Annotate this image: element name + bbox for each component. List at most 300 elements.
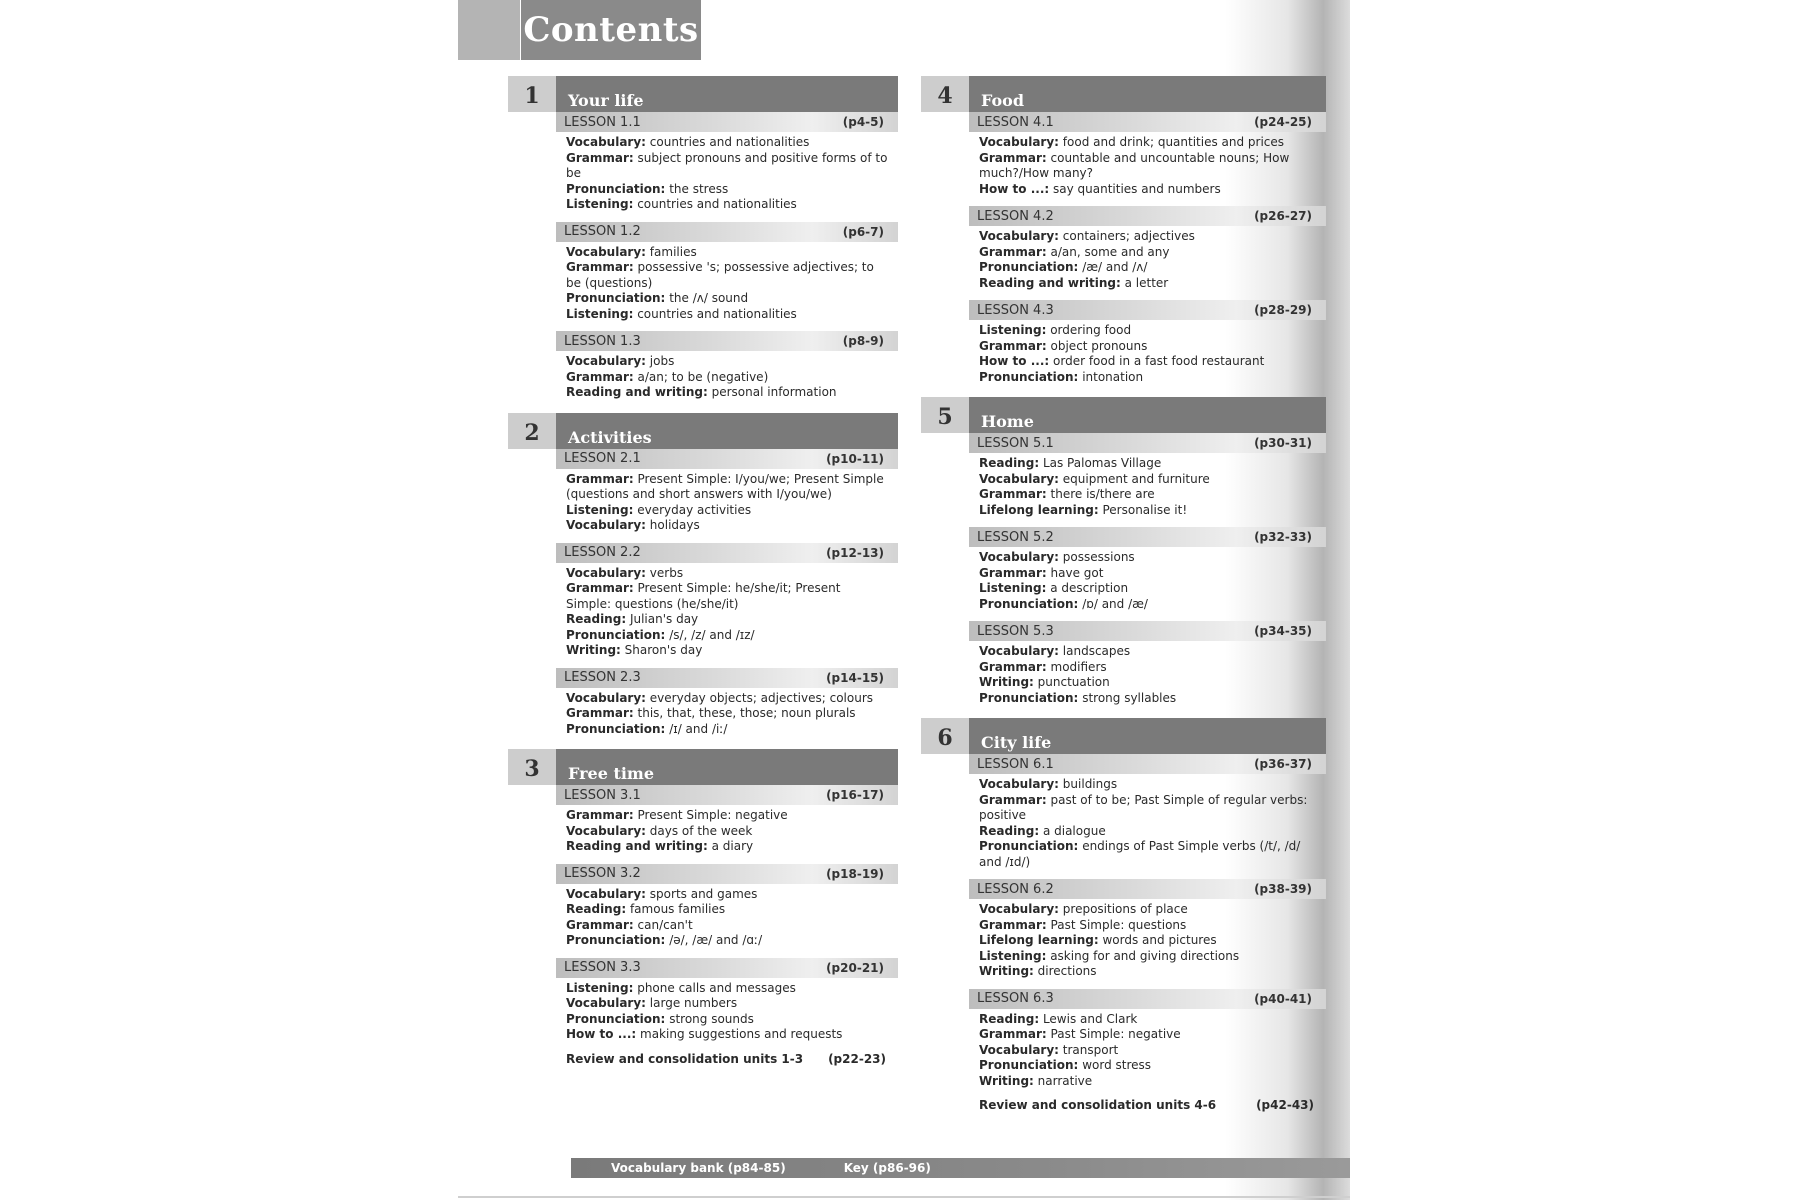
- unit-6: [921, 718, 1326, 1112]
- lesson-header[interactable]: [556, 112, 898, 132]
- lesson-header[interactable]: [969, 754, 1326, 774]
- lesson-item: [979, 487, 1316, 503]
- lesson-item: [566, 918, 888, 934]
- item-text: directions: [1037, 964, 1097, 978]
- review-pages: (p22-23): [828, 1051, 886, 1066]
- item-label: Grammar:: [979, 150, 1047, 165]
- unit-title: Home: [969, 397, 1326, 433]
- lesson-label: LESSON 4.2: [977, 208, 1054, 224]
- lesson-label: LESSON 4.1: [977, 114, 1054, 130]
- item-text: holidays: [649, 518, 700, 532]
- item-text: days of the week: [649, 823, 753, 838]
- lesson-item: [566, 933, 888, 949]
- item-text: Past Simple: questions: [1050, 917, 1187, 932]
- item-text: order food in a fast food restaurant: [1053, 354, 1265, 368]
- lesson-item: [566, 370, 888, 386]
- lesson-item: [566, 197, 888, 213]
- lesson-item: [979, 566, 1316, 582]
- lesson-item: [566, 706, 888, 722]
- lesson-item: [979, 354, 1316, 370]
- lesson-body: [556, 884, 898, 949]
- lesson-item: [566, 981, 888, 997]
- item-text: ordering food: [1050, 323, 1132, 337]
- lesson-label: LESSON 6.1: [977, 756, 1054, 772]
- item-text: intonation: [1082, 369, 1144, 384]
- item-text: subject pronouns and positive forms of to be: [566, 150, 888, 180]
- lesson-body: [969, 453, 1326, 518]
- item-text: personal information: [711, 385, 837, 399]
- item-label: Writing:: [979, 1073, 1034, 1088]
- item-label: Grammar:: [979, 792, 1047, 807]
- unit-title: City life: [969, 718, 1326, 754]
- key-link[interactable]: Key (p86-96): [843, 1161, 931, 1175]
- lesson-item: [566, 472, 888, 503]
- item-label: Grammar:: [979, 1027, 1047, 1041]
- item-text: countries and nationalities: [649, 135, 810, 149]
- lesson-item: [566, 722, 888, 738]
- item-label: Pronunciation:: [979, 369, 1079, 384]
- lesson-pages: (p8-9): [842, 334, 884, 348]
- lesson-entry: [969, 989, 1326, 1090]
- lesson-pages: (p20-21): [826, 960, 884, 975]
- item-label: Vocabulary:: [979, 1042, 1059, 1057]
- lesson-body: [969, 899, 1326, 980]
- vocabulary-bank-link[interactable]: Vocabulary bank (p84-85): [611, 1161, 786, 1175]
- lesson-item: [566, 691, 888, 707]
- item-label: Grammar:: [979, 338, 1047, 353]
- lesson-header[interactable]: [556, 543, 898, 563]
- lesson-pages: (p32-33): [1254, 530, 1312, 544]
- lesson-item: [979, 503, 1316, 519]
- item-label: Vocabulary:: [979, 229, 1059, 243]
- lesson-item: [566, 503, 888, 519]
- item-label: Vocabulary:: [566, 565, 646, 580]
- item-label: Grammar:: [566, 369, 634, 384]
- item-text: Sharon's day: [624, 643, 703, 657]
- lesson-pages: (p6-7): [842, 224, 884, 239]
- item-label: Pronunciation:: [566, 291, 666, 305]
- footer-bar: [571, 1158, 1350, 1178]
- contents-page: [458, 0, 1350, 1200]
- lesson-item: [566, 612, 888, 628]
- lesson-body: [556, 563, 898, 659]
- item-label: Grammar:: [566, 581, 634, 595]
- lesson-label: LESSON 6.3: [977, 991, 1054, 1006]
- lesson-header[interactable]: [556, 785, 898, 805]
- lesson-item: [979, 933, 1316, 949]
- lesson-item: [566, 518, 888, 534]
- lesson-label: LESSON 5.3: [977, 623, 1054, 639]
- lesson-header[interactable]: [556, 222, 898, 242]
- item-label: Listening:: [979, 323, 1047, 337]
- lesson-header[interactable]: [969, 989, 1326, 1009]
- item-text: a dialogue: [1042, 823, 1106, 838]
- unit-number: 1: [508, 76, 556, 112]
- lesson-entry: [969, 433, 1326, 518]
- item-label: Grammar:: [566, 808, 634, 822]
- lesson-entry: [556, 543, 898, 659]
- lesson-entry: [969, 879, 1326, 980]
- lesson-item: [566, 581, 888, 612]
- lesson-header[interactable]: [969, 112, 1326, 132]
- item-text: words and pictures: [1102, 933, 1217, 947]
- lesson-item: [566, 996, 888, 1012]
- lesson-item: [566, 354, 888, 370]
- lesson-item: [979, 660, 1316, 676]
- item-label: Vocabulary:: [979, 135, 1059, 149]
- item-text: /ɒ/ and /æ/: [1082, 596, 1148, 611]
- lesson-header[interactable]: [969, 879, 1326, 899]
- lesson-item: [979, 793, 1316, 824]
- item-label: Vocabulary:: [566, 690, 646, 705]
- item-label: Vocabulary:: [979, 471, 1059, 486]
- lesson-pages: (p16-17): [826, 788, 884, 802]
- item-text: equipment and furniture: [1062, 471, 1210, 486]
- lesson-pages: (p40-41): [1254, 991, 1312, 1006]
- item-label: Vocabulary:: [566, 244, 646, 259]
- review-label: Review and consolidation units 1-3: [566, 1051, 804, 1066]
- lesson-header[interactable]: [556, 449, 898, 469]
- review-entry[interactable]: [979, 1098, 1314, 1112]
- lesson-header[interactable]: [556, 958, 898, 978]
- unit-4: [921, 76, 1326, 385]
- lesson-item: [566, 182, 888, 198]
- lesson-entry: [556, 958, 898, 1043]
- lesson-body: [556, 805, 898, 855]
- item-text: /s/, /z/ and /ɪz/: [669, 627, 755, 642]
- lesson-header[interactable]: [969, 206, 1326, 226]
- lesson-label: LESSON 4.3: [977, 302, 1054, 318]
- item-text: strong syllables: [1082, 690, 1177, 705]
- item-text: phone calls and messages: [637, 980, 796, 995]
- item-label: Grammar:: [566, 260, 634, 274]
- item-label: Vocabulary:: [566, 518, 646, 532]
- lesson-header[interactable]: [556, 331, 898, 351]
- item-label: Vocabulary:: [979, 550, 1059, 564]
- unit-number: 4: [921, 76, 969, 112]
- unit-header: [508, 76, 898, 112]
- lesson-pages: (p10-11): [826, 451, 884, 466]
- lesson-item: [979, 323, 1316, 339]
- item-label: Grammar:: [566, 471, 634, 486]
- review-label: Review and consolidation units 4-6: [979, 1098, 1217, 1112]
- lesson-item: [979, 777, 1316, 793]
- lesson-pages: (p12-13): [826, 545, 884, 560]
- lesson-item: [566, 808, 888, 824]
- unit-5: [921, 397, 1326, 706]
- item-text: transport: [1062, 1042, 1119, 1057]
- lesson-entry: [969, 527, 1326, 612]
- unit-header: [921, 76, 1326, 112]
- unit-1: [508, 76, 898, 401]
- lesson-header[interactable]: [969, 621, 1326, 641]
- item-text: famous families: [629, 902, 726, 916]
- lesson-body: [556, 688, 898, 738]
- lesson-pages: (p28-29): [1254, 303, 1312, 317]
- lesson-entry: [556, 668, 898, 738]
- lesson-pages: (p26-27): [1254, 209, 1312, 223]
- lesson-header[interactable]: [969, 300, 1326, 320]
- lesson-header[interactable]: [556, 668, 898, 688]
- item-label: Reading:: [566, 902, 627, 916]
- item-text: endings of Past Simple verbs (/t/, /d/ and /ɪd/): [979, 839, 1301, 869]
- lesson-item: [566, 628, 888, 644]
- item-label: Vocabulary:: [566, 886, 646, 901]
- lesson-header[interactable]: [556, 864, 898, 884]
- item-text: a description: [1050, 581, 1129, 595]
- lesson-label: LESSON 5.2: [977, 529, 1054, 545]
- item-text: sports and games: [649, 886, 758, 901]
- item-label: Reading:: [979, 456, 1040, 470]
- lesson-item: [566, 291, 888, 307]
- item-label: Reading:: [566, 612, 627, 626]
- lesson-label: LESSON 5.1: [977, 435, 1054, 451]
- lesson-body: [556, 351, 898, 401]
- item-text: strong sounds: [669, 1011, 754, 1026]
- lesson-entry: [556, 864, 898, 949]
- item-text: /æ/ and /ʌ/: [1082, 260, 1148, 274]
- item-text: Las Palomas Village: [1042, 456, 1162, 470]
- lesson-body: [969, 547, 1326, 612]
- lesson-body: [969, 1009, 1326, 1090]
- lesson-label: LESSON 3.1: [564, 787, 641, 803]
- lesson-label: LESSON 3.3: [564, 960, 641, 975]
- item-text: possessions: [1062, 550, 1135, 564]
- lesson-item: [979, 964, 1316, 980]
- item-text: object pronouns: [1050, 338, 1148, 353]
- item-text: a letter: [1124, 275, 1169, 290]
- unit-title: Your life: [556, 76, 898, 112]
- lesson-item: [979, 456, 1316, 472]
- item-text: a/an; to be (negative): [637, 369, 769, 384]
- item-label: How to ...:: [979, 354, 1050, 368]
- item-label: Vocabulary:: [979, 644, 1059, 658]
- item-text: countries and nationalities: [637, 306, 797, 321]
- item-text: there is/there are: [1050, 487, 1155, 501]
- item-text: Present Simple: he/she/it; Present Simple: questions (he/she/it): [566, 581, 841, 611]
- lesson-item: [979, 135, 1316, 151]
- lesson-item: [979, 824, 1316, 840]
- item-label: Grammar:: [566, 706, 634, 720]
- item-text: making suggestions and requests: [640, 1027, 843, 1041]
- item-text: possessive 's; possessive adjectives; to be (questions): [566, 260, 874, 290]
- item-text: /ɪ/ and /iː/: [669, 721, 728, 736]
- lesson-entry: [556, 222, 898, 323]
- unit-title: Activities: [556, 413, 898, 449]
- unit-number: 2: [508, 413, 556, 449]
- item-text: jobs: [649, 354, 675, 368]
- lesson-pages: (p24-25): [1254, 115, 1312, 129]
- item-text: verbs: [649, 565, 684, 580]
- lesson-entry: [556, 112, 898, 213]
- item-label: Listening:: [979, 581, 1047, 595]
- bottom-rule: [458, 1196, 1350, 1198]
- lesson-item: [566, 1027, 888, 1043]
- item-text: the /ʌ/ sound: [669, 291, 749, 305]
- item-text: Personalise it!: [1102, 502, 1188, 517]
- lesson-item: [566, 566, 888, 582]
- lesson-item: [566, 824, 888, 840]
- lesson-pages: (p34-35): [1254, 624, 1312, 638]
- unit-2: [508, 413, 898, 738]
- item-label: Pronunciation:: [979, 690, 1079, 705]
- lesson-pages: (p4-5): [842, 115, 884, 129]
- lesson-item: [979, 260, 1316, 276]
- unit-header: [921, 397, 1326, 433]
- lesson-item: [566, 902, 888, 918]
- lesson-item: [566, 385, 888, 401]
- lesson-body: [556, 469, 898, 534]
- item-label: Grammar:: [566, 150, 634, 165]
- item-label: Pronunciation:: [566, 181, 666, 196]
- lesson-label: LESSON 1.3: [564, 333, 641, 349]
- item-label: Grammar:: [979, 244, 1047, 259]
- item-text: landscapes: [1062, 644, 1131, 658]
- item-text: say quantities and numbers: [1053, 181, 1221, 196]
- lesson-body: [969, 226, 1326, 291]
- item-text: countable and uncountable nouns; How much?/How many?: [979, 150, 1290, 180]
- page-title: Contents: [521, 0, 701, 60]
- lesson-item: [979, 229, 1316, 245]
- unit-3: [508, 749, 898, 1066]
- lesson-label: LESSON 1.1: [564, 114, 641, 130]
- item-text: have got: [1050, 565, 1104, 580]
- unit-number: 3: [508, 749, 556, 785]
- lesson-body: [556, 132, 898, 213]
- item-text: past of to be; Past Simple of regular verbs: positive: [979, 792, 1308, 822]
- lesson-item: [979, 182, 1316, 198]
- item-text: can/can't: [637, 917, 693, 932]
- title-tab: [458, 0, 520, 60]
- lesson-item: [979, 1027, 1316, 1043]
- contents-column-right: [921, 76, 1326, 1124]
- item-label: Grammar:: [979, 917, 1047, 932]
- lesson-item: [979, 1074, 1316, 1090]
- lesson-item: [566, 839, 888, 855]
- item-label: Vocabulary:: [979, 902, 1059, 916]
- item-label: Lifelong learning:: [979, 933, 1099, 947]
- lesson-item: [566, 1012, 888, 1028]
- item-text: a diary: [711, 839, 754, 853]
- lesson-item: [979, 644, 1316, 660]
- item-text: buildings: [1062, 777, 1118, 791]
- lesson-item: [979, 550, 1316, 566]
- unit-header: [508, 749, 898, 785]
- item-label: Listening:: [566, 980, 634, 995]
- item-text: modifiers: [1050, 659, 1107, 674]
- item-label: How to ...:: [979, 181, 1050, 196]
- lesson-entry: [969, 206, 1326, 291]
- item-label: Writing:: [979, 675, 1034, 689]
- item-text: everyday activities: [637, 502, 752, 517]
- item-label: Reading and writing:: [566, 385, 708, 399]
- item-label: Pronunciation:: [979, 839, 1079, 853]
- lesson-entry: [556, 331, 898, 401]
- lesson-pages: (p30-31): [1254, 436, 1312, 450]
- item-text: prepositions of place: [1062, 902, 1188, 916]
- item-label: Vocabulary:: [566, 354, 646, 368]
- lesson-item: [566, 245, 888, 261]
- lesson-item: [979, 339, 1316, 355]
- lesson-item: [979, 1043, 1316, 1059]
- item-label: Reading and writing:: [979, 275, 1121, 290]
- lesson-item: [979, 245, 1316, 261]
- lesson-body: [969, 132, 1326, 197]
- item-text: large numbers: [649, 996, 738, 1010]
- lesson-header[interactable]: [969, 433, 1326, 453]
- item-text: word stress: [1082, 1058, 1152, 1072]
- lesson-item: [979, 472, 1316, 488]
- lesson-label: LESSON 2.2: [564, 545, 641, 560]
- item-label: Vocabulary:: [566, 135, 646, 149]
- item-text: asking for and giving directions: [1050, 948, 1240, 963]
- item-label: Grammar:: [566, 917, 634, 932]
- lesson-item: [979, 370, 1316, 386]
- item-text: families: [649, 244, 697, 259]
- lesson-entry: [556, 785, 898, 855]
- unit-header: [508, 413, 898, 449]
- lesson-body: [969, 641, 1326, 706]
- unit-title: Free time: [556, 749, 898, 785]
- lesson-body: [556, 242, 898, 323]
- item-text: Julian's day: [629, 612, 699, 626]
- item-label: Listening:: [566, 502, 634, 517]
- item-text: a/an, some and any: [1050, 244, 1170, 259]
- lesson-entry: [969, 754, 1326, 870]
- item-label: Pronunciation:: [566, 1011, 666, 1026]
- contents-column-left: [508, 76, 898, 1078]
- item-text: countries and nationalities: [637, 197, 797, 211]
- review-pages: (p42-43): [1256, 1098, 1314, 1112]
- item-label: Pronunciation:: [566, 627, 666, 642]
- lesson-label: LESSON 1.2: [564, 224, 641, 239]
- item-text: food and drink; quantities and prices: [1062, 135, 1285, 149]
- lesson-entry: [556, 449, 898, 534]
- lesson-label: LESSON 3.2: [564, 866, 641, 881]
- item-text: narrative: [1037, 1073, 1093, 1088]
- item-label: Pronunciation:: [979, 596, 1079, 611]
- item-label: How to ...:: [566, 1027, 637, 1041]
- lesson-item: [566, 307, 888, 323]
- lesson-item: [979, 597, 1316, 613]
- item-label: Pronunciation:: [566, 721, 666, 736]
- lesson-item: [566, 643, 888, 659]
- lesson-item: [979, 902, 1316, 918]
- lesson-pages: (p14-15): [826, 670, 884, 685]
- item-label: Pronunciation:: [566, 933, 666, 947]
- lesson-body: [969, 774, 1326, 870]
- item-text: the stress: [669, 181, 729, 196]
- item-label: Grammar:: [979, 487, 1047, 501]
- item-label: Lifelong learning:: [979, 502, 1099, 517]
- lesson-item: [979, 918, 1316, 934]
- lesson-item: [979, 151, 1316, 182]
- review-entry[interactable]: [566, 1052, 886, 1066]
- item-label: Listening:: [566, 306, 634, 321]
- item-text: this, that, these, those; noun plurals: [637, 706, 856, 720]
- lesson-header[interactable]: [969, 527, 1326, 547]
- item-text: Present Simple: negative: [637, 808, 788, 822]
- lesson-item: [979, 691, 1316, 707]
- item-label: Reading and writing:: [566, 839, 708, 853]
- item-text: /ə/, /æ/ and /ɑː/: [669, 933, 763, 947]
- lesson-entry: [969, 621, 1326, 706]
- lesson-pages: (p38-39): [1254, 882, 1312, 896]
- lesson-item: [566, 135, 888, 151]
- lesson-item: [566, 260, 888, 291]
- lesson-item: [979, 1012, 1316, 1028]
- lesson-item: [979, 1058, 1316, 1074]
